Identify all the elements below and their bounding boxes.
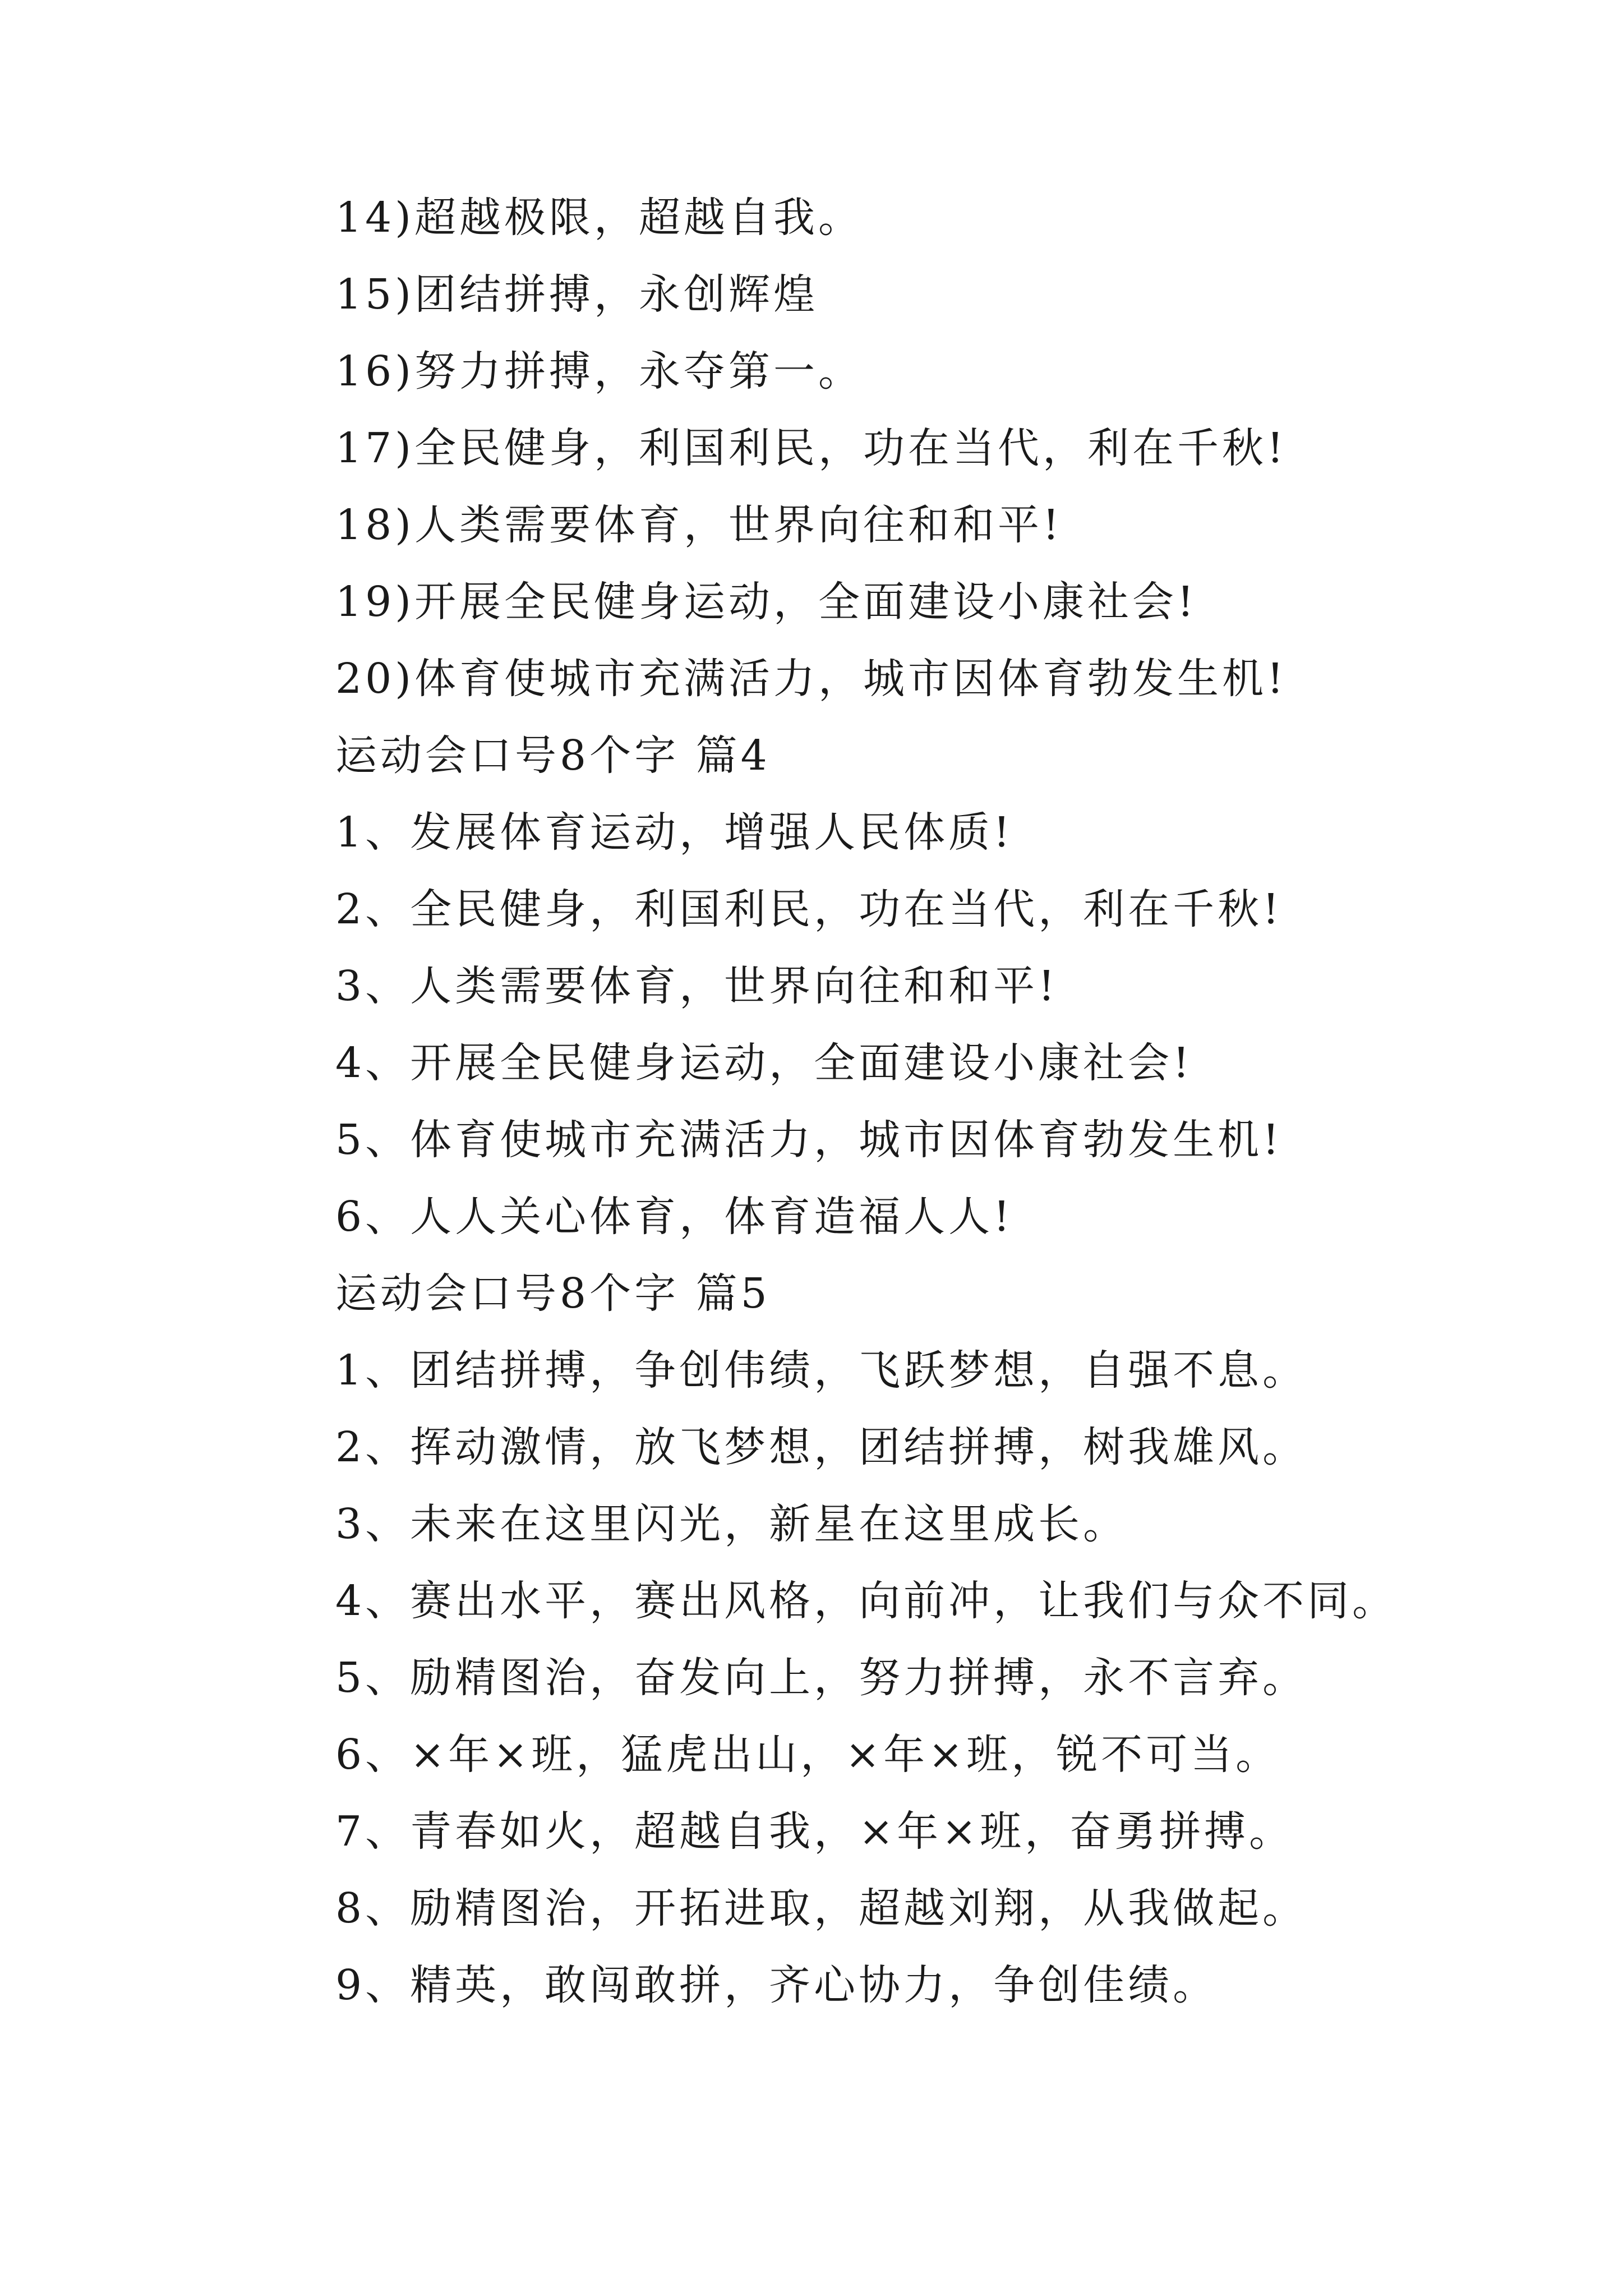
section4-item-5: 5、体育使城市充满活力，城市因体育勃发生机! — [335, 1116, 1283, 1164]
section5-item-4: 4、赛出水平，赛出风格，向前冲，让我们与众不同。 — [335, 1577, 1398, 1625]
section5-item-3: 3、未来在这里闪光，新星在这里成长。 — [335, 1500, 1128, 1548]
section-heading-4: 运动会口号8个字 篇4 — [335, 731, 771, 780]
section5-item-8: 8、励精图治，开拓进取，超越刘翔，从我做起。 — [335, 1884, 1308, 1932]
document-body — [335, 180, 1513, 2024]
section5-item-6: 6、×年×班，猛虎出山，×年×班，锐不可当。 — [335, 1731, 1281, 1779]
section4-item-6: 6、人人关心体育，体育造福人人! — [335, 1193, 1013, 1241]
slogan-line-20: 20)体育使城市充满活力，城市因体育勃发生机! — [335, 655, 1287, 703]
section4-item-1: 1、发展体育运动，增强人民体质! — [335, 808, 1013, 857]
section4-item-4: 4、开展全民健身运动，全面建设小康社会! — [335, 1039, 1193, 1087]
slogan-line-18: 18)人类需要体育，世界向往和和平! — [335, 501, 1063, 549]
section5-item-7: 7、青春如火，超越自我，×年×班，奋勇拼搏。 — [335, 1807, 1294, 1856]
slogan-line-16: 16)努力拼搏，永夺第一。 — [335, 347, 864, 395]
slogan-line-19: 19)开展全民健身运动，全面建设小康社会! — [335, 578, 1197, 626]
section5-item-2: 2、挥动激情，放飞梦想，团结拼搏，树我雄风。 — [335, 1423, 1308, 1471]
section-heading-5: 运动会口号8个字 篇5 — [335, 1269, 771, 1318]
slogan-line-15: 15)团结拼搏，永创辉煌 — [335, 270, 819, 319]
section5-item-1: 1、团结拼搏，争创伟绩，飞跃梦想，自强不息。 — [335, 1346, 1308, 1395]
section4-item-2: 2、全民健身，利国利民，功在当代，利在千秋! — [335, 885, 1283, 933]
slogan-line-17: 17)全民健身，利国利民，功在当代，利在千秋! — [335, 424, 1287, 472]
section5-item-9: 9、精英，敢闯敢拼，齐心协力，争创佳绩。 — [335, 1961, 1218, 2009]
section5-item-5: 5、励精图治，奋发向上，努力拼搏，永不言弃。 — [335, 1654, 1308, 1702]
slogan-line-14: 14)超越极限，超越自我。 — [335, 194, 864, 242]
section4-item-3: 3、人类需要体育，世界向往和和平! — [335, 962, 1058, 1010]
